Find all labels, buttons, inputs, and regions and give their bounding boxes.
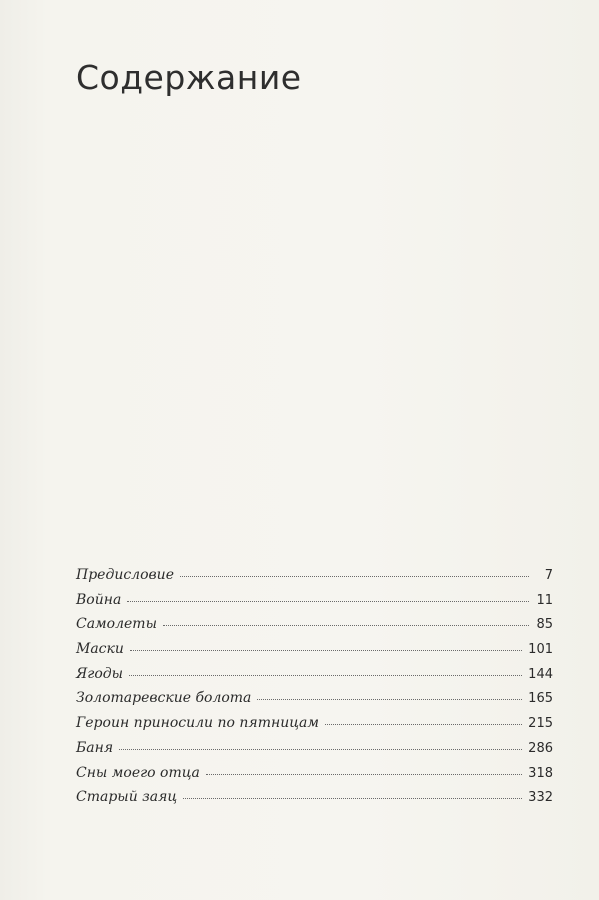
- toc-entry-page: 101: [528, 642, 553, 658]
- toc-entry-page: 286: [528, 740, 553, 756]
- toc-entry: [76, 765, 553, 790]
- toc-entry-title: Сны моего отца: [76, 764, 200, 781]
- toc-leader-dots: [129, 675, 522, 676]
- toc-leader-dots: [127, 601, 529, 602]
- toc-leader-dots: [180, 576, 529, 577]
- toc-leader-dots: [163, 625, 529, 626]
- toc-leader-dots: [257, 699, 522, 700]
- toc-entry-title: Маски: [76, 641, 124, 658]
- toc-entry-title: Героин приносили по пятницам: [76, 715, 319, 732]
- toc-entry: [76, 690, 553, 715]
- toc-leader-dots: [206, 774, 522, 775]
- toc-entry-title: Предисловие: [76, 567, 174, 583]
- toc-entry: [76, 715, 553, 740]
- toc-entry-title: Старый заяц: [76, 789, 178, 806]
- toc-entry-page: 332: [528, 790, 553, 806]
- toc-entry-title: Баня: [76, 739, 114, 756]
- toc-entry-page: 144: [528, 666, 553, 682]
- toc-leader-dots: [183, 798, 522, 799]
- toc-entry-title: Ягоды: [76, 665, 124, 682]
- toc-entry: [76, 592, 553, 617]
- toc-entry: [76, 567, 553, 592]
- toc-entry-page: 85: [536, 617, 553, 633]
- page-title: Содержание: [76, 58, 302, 97]
- toc-entry: [76, 666, 553, 691]
- toc-entry: [76, 789, 553, 814]
- toc-leader-dots: [325, 724, 522, 725]
- toc-entry-title: Война: [76, 591, 122, 608]
- table-of-contents: [76, 567, 553, 814]
- toc-leader-dots: [130, 650, 522, 651]
- toc-entry-page: 7: [544, 568, 553, 583]
- toc-entry: [76, 616, 553, 641]
- toc-leader-dots: [119, 749, 522, 750]
- toc-entry-page: 318: [528, 765, 553, 781]
- toc-entry-page: 165: [528, 691, 553, 707]
- toc-entry-title: Самолеты: [76, 616, 157, 633]
- toc-entry-page: 11: [536, 592, 553, 608]
- toc-entry: [76, 740, 553, 765]
- toc-entry: [76, 641, 553, 666]
- toc-entry-page: 215: [528, 716, 553, 732]
- toc-entry-title: Золотаревские болота: [76, 690, 252, 707]
